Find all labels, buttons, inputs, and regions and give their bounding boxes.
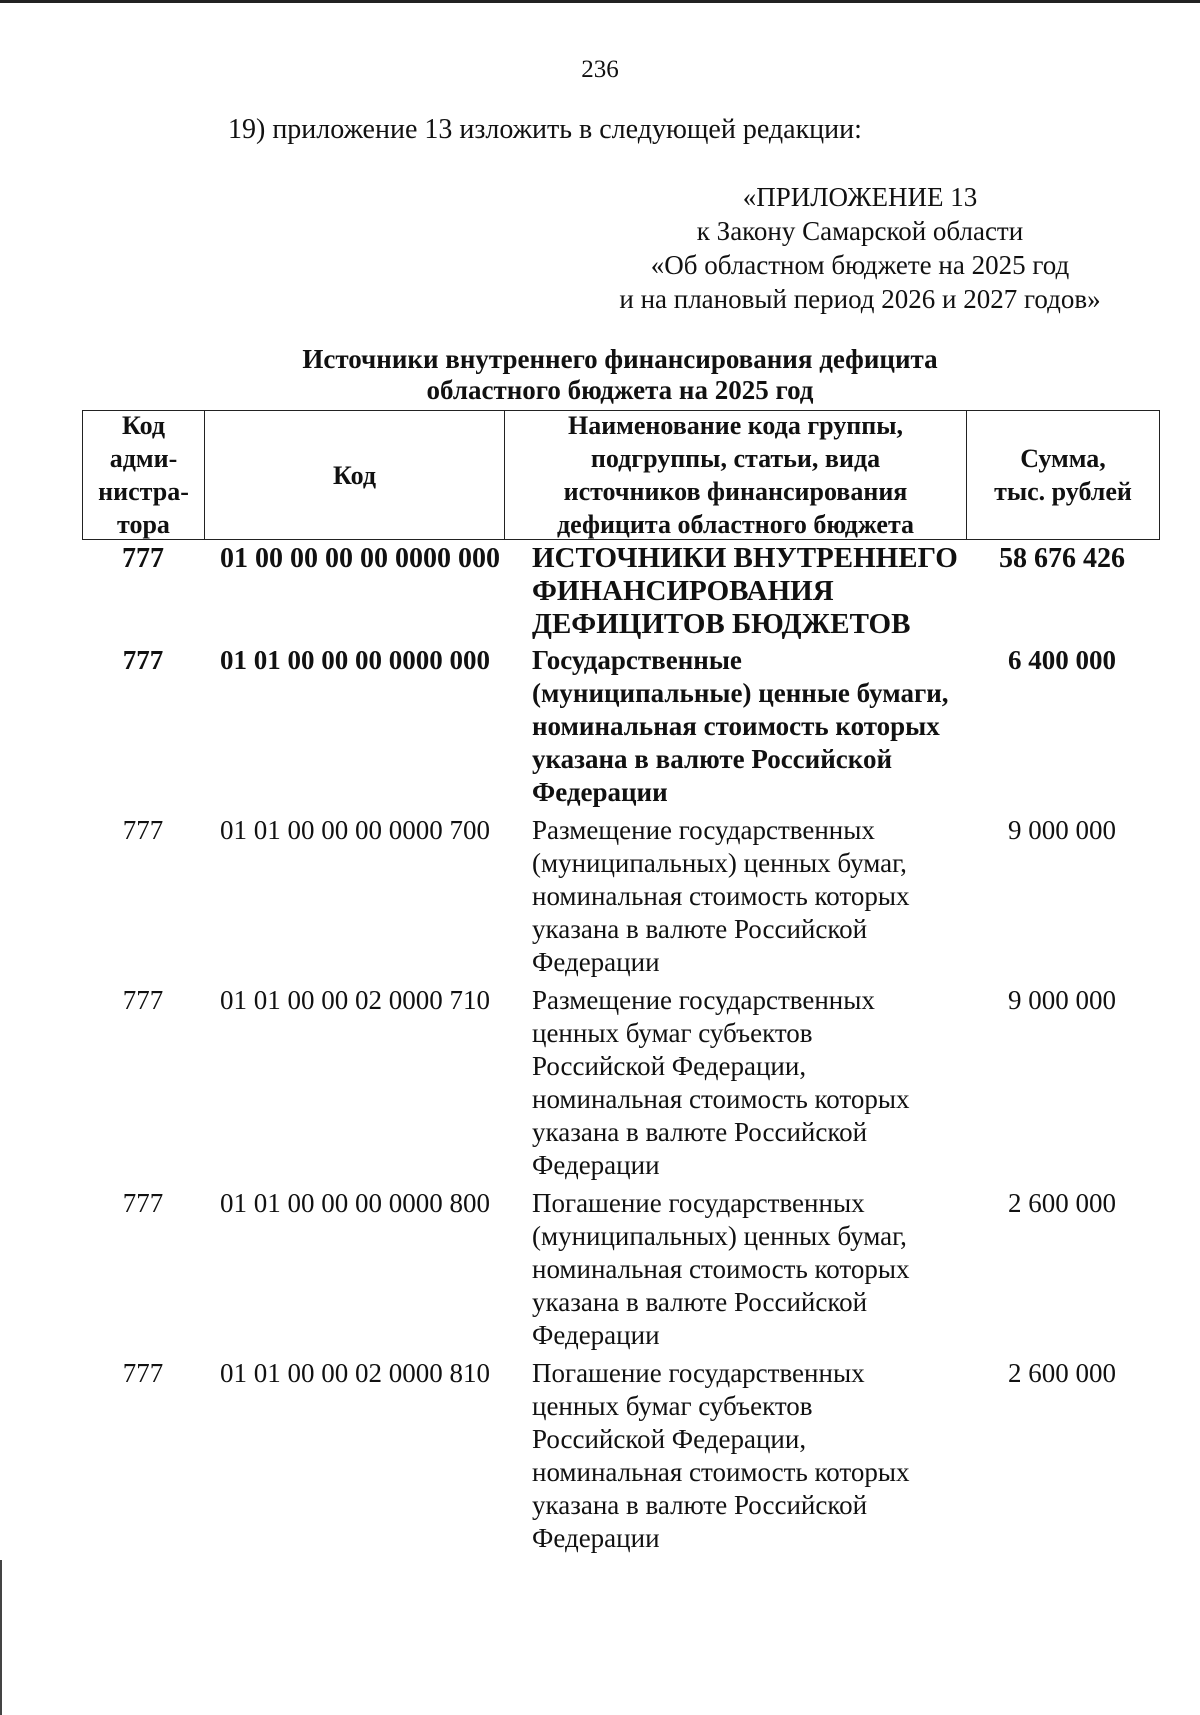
name-line: ценных бумаг субъектов xyxy=(532,1391,813,1421)
table-title-line: областного бюджета на 2025 год xyxy=(426,375,814,405)
name-line: (муниципальных) ценных бумаг, xyxy=(532,848,907,878)
appendix-line: «ПРИЛОЖЕНИЕ 13 xyxy=(742,182,978,212)
name-line: указана в валюте Российской xyxy=(532,914,868,944)
header-text: дефицита областного бюджета xyxy=(556,510,915,539)
amount-cell: 2 600 000 xyxy=(1008,1358,1116,1388)
code-cell: 01 01 00 00 00 0000 700 xyxy=(220,815,490,845)
name-line: Государственные xyxy=(532,645,742,675)
header-text: Код xyxy=(333,460,376,490)
header-text: Наименование кода группы, xyxy=(567,411,904,440)
name-line: указана в валюте Российской xyxy=(532,744,893,774)
name-cell xyxy=(532,1187,972,1352)
table-row xyxy=(82,1187,1160,1357)
admin-code-cell: 777 xyxy=(122,645,164,675)
name-line: номинальная стоимость которых xyxy=(532,711,940,741)
name-cell xyxy=(532,1357,972,1555)
name-line: Федерации xyxy=(532,777,668,807)
name-line: номинальная стоимость которых xyxy=(532,881,910,911)
amount-cell: 58 676 426 xyxy=(999,543,1125,574)
name-cell xyxy=(532,814,972,979)
header-name xyxy=(505,411,967,539)
table-title-line: Источники внутреннего финансирования дефицита xyxy=(302,344,938,374)
header-admin-code xyxy=(83,411,205,539)
name-line: указана в валюте Российской xyxy=(532,1287,868,1317)
name-line: (муниципальные) ценные бумаги, xyxy=(532,678,949,708)
table-row xyxy=(82,644,1160,814)
table-row xyxy=(82,984,1160,1187)
header-text: источников финансирования xyxy=(563,477,908,506)
header-code xyxy=(205,411,505,539)
name-cell xyxy=(532,984,972,1182)
name-line: Федерации xyxy=(532,1150,660,1180)
name-line: (муниципальных) ценных бумаг, xyxy=(532,1221,907,1251)
header-amount xyxy=(967,411,1159,539)
amount-cell: 9 000 000 xyxy=(1008,985,1116,1015)
name-line: Размещение государственных xyxy=(532,815,875,845)
name-line: Российской Федерации, xyxy=(532,1424,807,1454)
admin-code-cell: 777 xyxy=(122,815,164,845)
name-line: указана в валюте Российской xyxy=(532,1117,868,1147)
header-text: тыс. рублей xyxy=(994,477,1132,506)
name-line: ДЕФИЦИТОВ БЮДЖЕТОВ xyxy=(532,608,911,640)
name-line: Погашение государственных xyxy=(532,1188,865,1218)
appendix-line: «Об областном бюджете на 2025 год xyxy=(650,250,1070,280)
header-text: нистра- xyxy=(98,477,189,506)
code-cell: 01 01 00 00 02 0000 710 xyxy=(220,985,490,1015)
table-header xyxy=(82,410,1160,540)
name-line: Размещение государственных xyxy=(532,985,875,1015)
header-text: тора xyxy=(117,510,170,539)
name-line: Федерации xyxy=(532,1523,660,1553)
name-cell xyxy=(532,644,972,809)
appendix-line: к Закону Самарской области xyxy=(696,216,1024,246)
name-line: указана в валюте Российской xyxy=(532,1490,868,1520)
name-line: Федерации xyxy=(532,1320,660,1350)
header-text: адми- xyxy=(109,444,178,473)
intro-paragraph: 19) приложение 13 изложить в следующей редакции: xyxy=(228,114,862,145)
table-body xyxy=(82,542,1160,1560)
admin-code-cell: 777 xyxy=(122,543,164,574)
name-cell xyxy=(532,542,972,641)
name-line: ценных бумаг субъектов xyxy=(532,1018,813,1048)
appendix-heading xyxy=(600,180,1120,316)
table-row xyxy=(82,814,1160,984)
code-cell: 01 01 00 00 02 0000 810 xyxy=(220,1358,490,1388)
name-line: номинальная стоимость которых xyxy=(532,1084,910,1114)
name-line: номинальная стоимость которых xyxy=(532,1254,910,1284)
amount-cell: 9 000 000 xyxy=(1008,815,1116,845)
admin-code-cell: 777 xyxy=(122,1358,164,1388)
name-line: Погашение государственных xyxy=(532,1358,865,1388)
code-cell: 01 01 00 00 00 0000 800 xyxy=(220,1188,490,1218)
table-row xyxy=(82,1357,1160,1560)
name-line: ФИНАНСИРОВАНИЯ xyxy=(532,575,834,607)
amount-cell: 6 400 000 xyxy=(1008,645,1116,675)
name-line: ИСТОЧНИКИ ВНУТРЕННЕГО xyxy=(532,542,958,574)
header-text: Код xyxy=(122,411,165,440)
top-border-line xyxy=(0,0,1200,3)
amount-cell: 2 600 000 xyxy=(1008,1188,1116,1218)
name-line: Российской Федерации, xyxy=(532,1051,807,1081)
code-cell: 01 01 00 00 00 0000 000 xyxy=(220,645,490,675)
admin-code-cell: 777 xyxy=(122,985,164,1015)
appendix-line: и на плановый период 2026 и 2027 годов» xyxy=(619,284,1101,314)
name-line: Федерации xyxy=(532,947,660,977)
table-row xyxy=(82,542,1160,644)
code-cell: 01 00 00 00 00 0000 000 xyxy=(220,543,500,574)
header-text: подгруппы, статьи, вида xyxy=(590,444,881,473)
page-number: 236 xyxy=(581,56,619,83)
table-title xyxy=(160,344,1080,406)
admin-code-cell: 777 xyxy=(122,1188,164,1218)
header-text: Сумма, xyxy=(1020,444,1106,473)
name-line: номинальная стоимость которых xyxy=(532,1457,910,1487)
left-scan-edge xyxy=(0,1560,2,1715)
